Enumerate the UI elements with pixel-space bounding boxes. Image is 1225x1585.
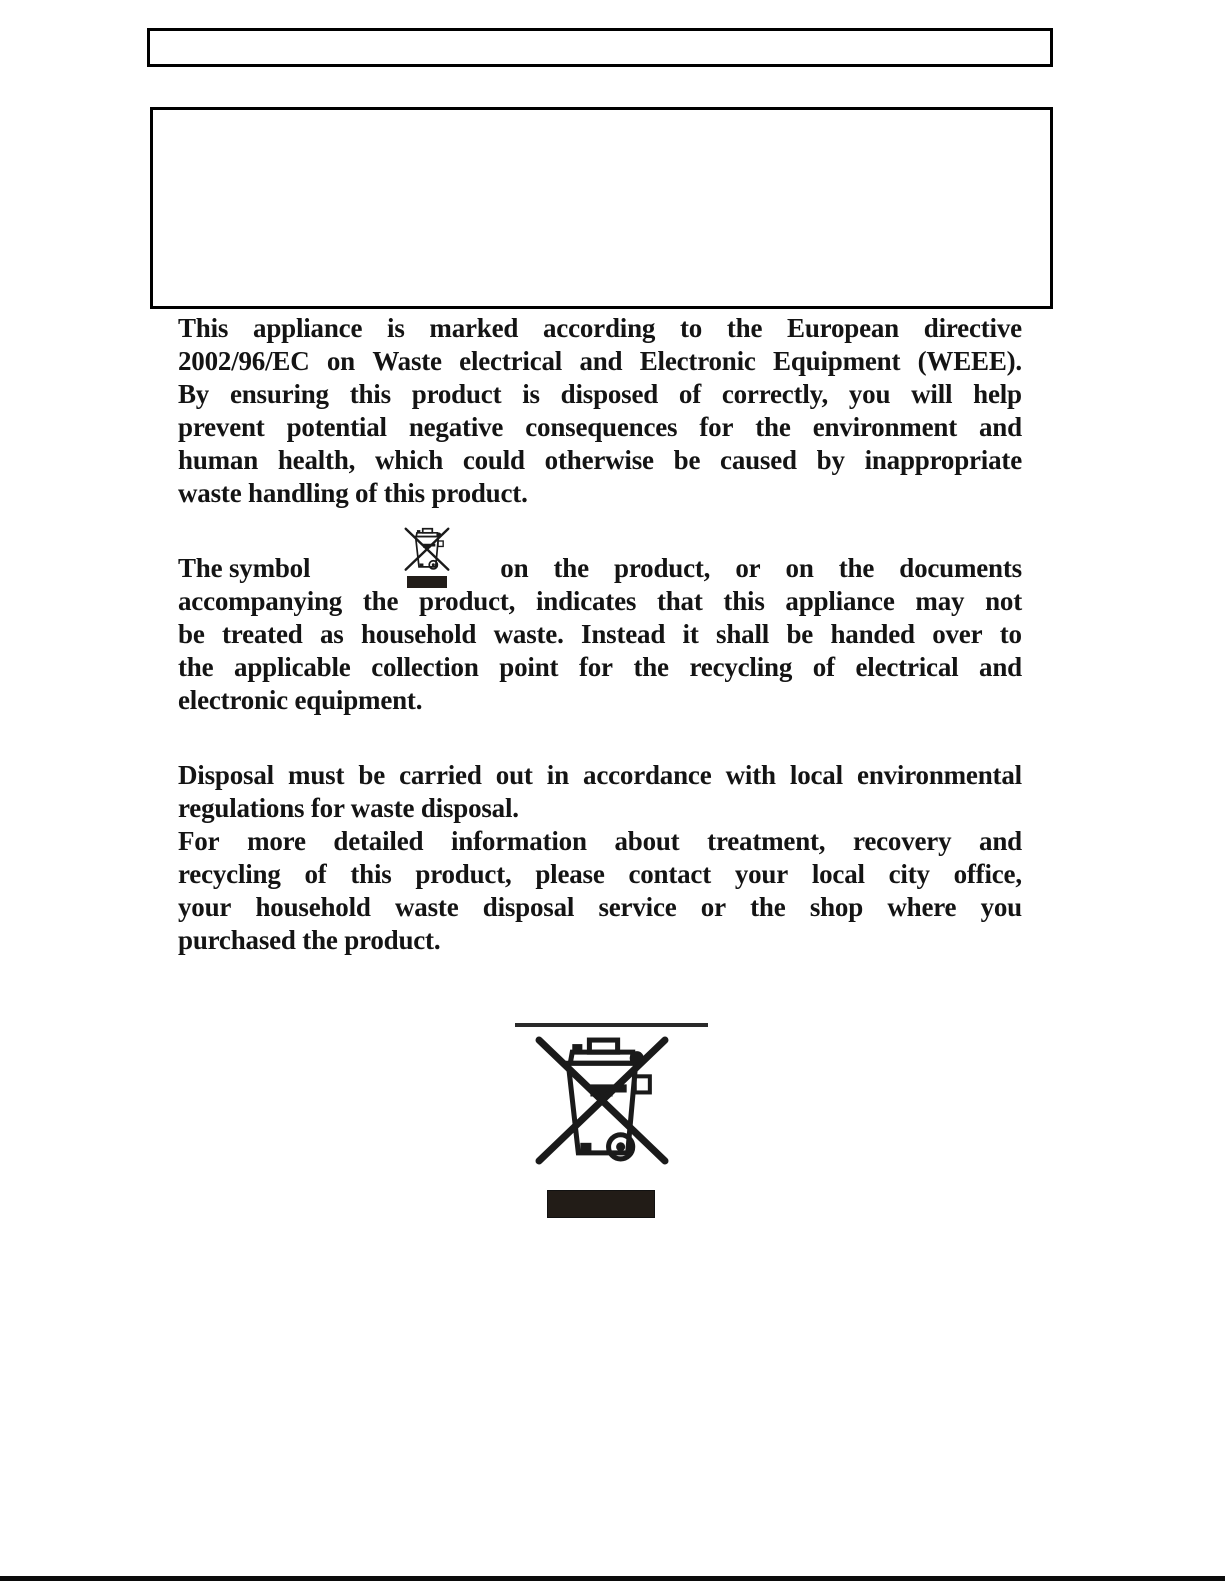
page-bottom-rule xyxy=(0,1576,1225,1581)
symbol-lead-text: The symbol xyxy=(178,553,311,583)
text-line: 2002/96/EC on Waste electrical and Electronic Equipment (WEEE). xyxy=(178,346,1022,376)
text-line: purchased the product. xyxy=(178,925,441,955)
notice-box-main xyxy=(150,107,1053,309)
text-line: By ensuring this product is disposed of correctly, you will help xyxy=(178,379,1022,409)
text-line: This appliance is marked according to the European directive xyxy=(178,313,1022,343)
text-line: prevent potential negative consequences for the environment and xyxy=(178,412,1022,442)
weee-black-bar-large xyxy=(547,1190,655,1218)
text-line-with-symbol-gap xyxy=(178,552,1022,585)
weee-crossed-out-wheeled-bin-icon-large xyxy=(534,1032,670,1168)
text-line: regulations for waste disposal. xyxy=(178,793,519,823)
text-line: accompanying the product, indicates that this appliance may not xyxy=(178,586,1022,616)
paragraph-disposal-info xyxy=(178,759,1022,957)
text-line: waste handling of this product. xyxy=(178,478,528,508)
paragraph-weee-marking xyxy=(178,312,1022,510)
text-line: the applicable collection point for the recycling of electrical and xyxy=(178,652,1022,682)
text-line: human health, which could otherwise be caused by inappropriate xyxy=(178,445,1022,475)
paragraph-symbol-explanation xyxy=(178,552,1022,717)
notice-box-top xyxy=(147,28,1053,67)
text-line: be treated as household waste. Instead it shall be handed over to xyxy=(178,619,1022,649)
symbol-trail-text: on the product, or on the documents xyxy=(500,553,1022,583)
text-line: Disposal must be carried out in accordance with local environmental xyxy=(178,760,1022,790)
text-line: For more detailed information about treatment, recovery and xyxy=(178,826,1022,856)
symbol-gap xyxy=(310,552,500,585)
text-line: recycling of this product, please contact your local city office, xyxy=(178,859,1022,889)
text-line: electronic equipment. xyxy=(178,685,423,715)
weee-symbol-top-rule xyxy=(515,1023,708,1027)
text-line: your household waste disposal service or the shop where you xyxy=(178,892,1022,922)
